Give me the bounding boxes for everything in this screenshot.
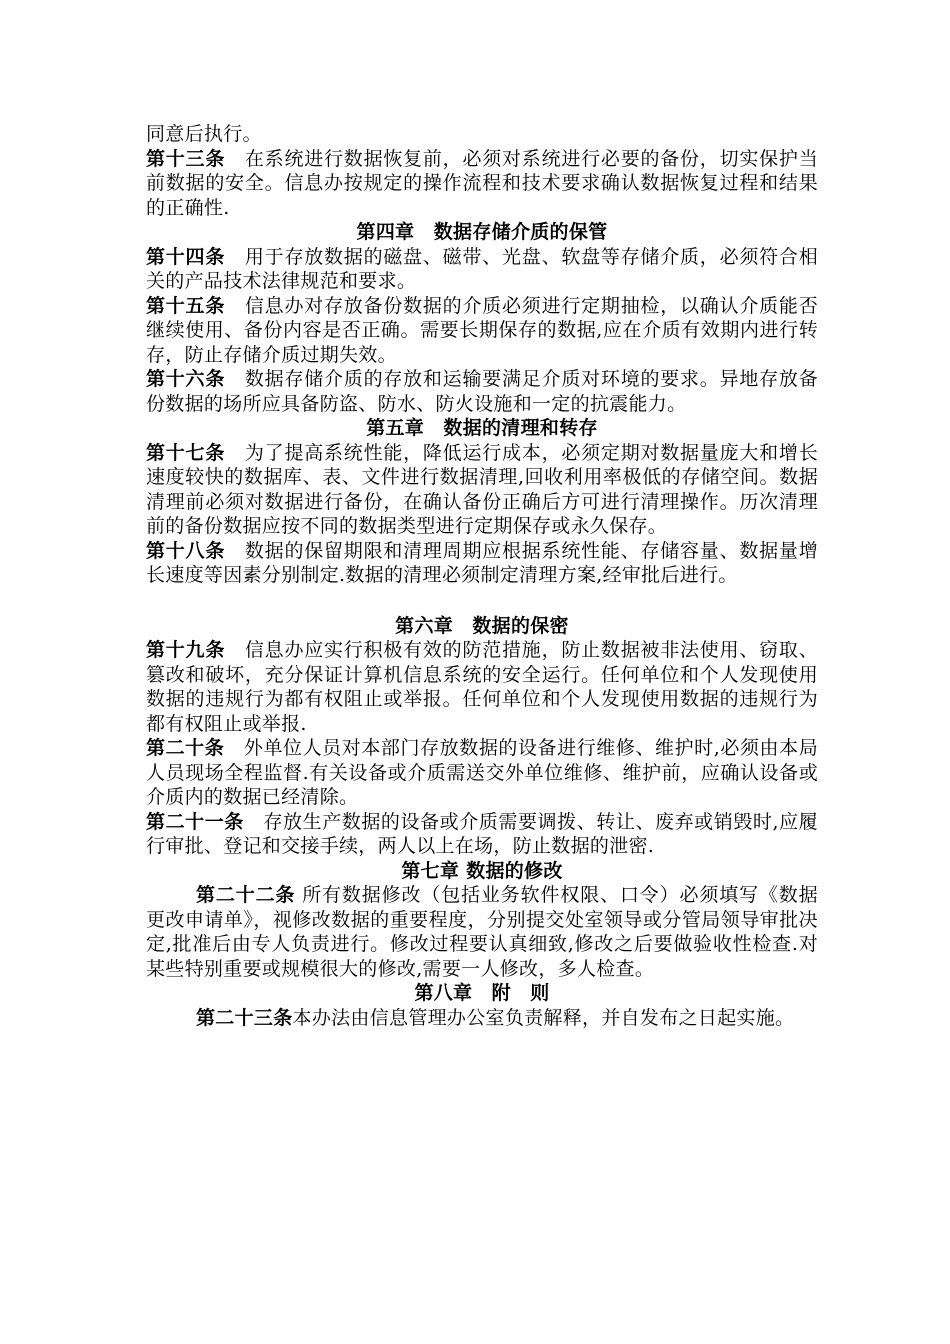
article-21 <box>146 810 818 859</box>
article-20 <box>146 736 818 810</box>
blank-line <box>146 588 818 614</box>
article-13 <box>146 147 818 221</box>
article-text: 本办法由信息管理办公室负责解释，并自发布之日起实施。 <box>292 1006 795 1029</box>
article-17 <box>146 441 818 539</box>
article-text: 信息办对存放备份数据的介质必须进行定期抽检，以确认介质能否继续使用、备份内容是否正确。需要长期保存的数据,应在介质有效期内进行转存，防止存储介质过期失效。 <box>146 294 818 366</box>
chapter-7-heading: 第七章 数据的修改 <box>401 859 563 882</box>
article-number: 第十七条 <box>146 441 226 464</box>
article-text: 用于存放数据的磁盘、磁带、光盘、软盘等存储介质，必须符合相关的产品技术法律规范和要求。 <box>146 245 818 292</box>
article-number: 第二十条 <box>146 737 225 759</box>
article-text: 为了提高系统性能，降低运行成本，必须定期对数据量庞大和增长速度较快的数据库、表、文件进行数据清理,回收利用率极低的存储空间。数据清理前必须对数据进行备份，在确认备份正确后方可进行清理操作。历次清理前的备份数据应按不同的数据类型进行定期保存或永久保存。 <box>146 441 818 537</box>
article-15 <box>146 294 818 368</box>
chapter-4-heading: 第四章 数据存储介质的保管 <box>356 221 608 243</box>
article-14 <box>146 245 818 294</box>
chapter-6-heading: 第六章 数据的保密 <box>395 614 569 637</box>
article-text: 存放生产数据的设备或介质需要调拨、转让、废弃或销毁时,应履行审批、登记和交接手续，两人以上在场，防止数据的泄密. <box>146 810 818 857</box>
article-text: 所有数据修改（包括业务软件权限、口令）必须填写《数据更改申请单》，视修改数据的重要程度，分别提交处室领导或分管局领导审批决定,批准后由专人负责进行。修改过程要认真细致,修改之后要做验收性检查.对某些特别重要或规模很大的修改,需要一人修改，多人检查。 <box>146 884 818 980</box>
article-text: 数据的保留期限和清理周期应根据系统性能、存储容量、数据量增长速度等因素分别制定.数据的清理必须制定清理方案,经审批后进行。 <box>146 539 818 586</box>
article-number: 第十三条 <box>146 147 226 170</box>
article-number: 第二十二条 <box>196 884 296 906</box>
article-text: 信息办应实行积极有效的防范措施，防止数据被非法使用、窃取、篡改和破坏，充分保证计算机信息系统的安全运行。任何单位和个人发现使用数据的违规行为都有权阻止或举报。任何单位和个人发现使用数据的违规行为都有权阻止或举报. <box>146 639 818 735</box>
article-text: 数据存储介质的存放和运输要满足介质对环境的要求。异地存放备份数据的场所应具备防盗、防水、防火设施和一定的抗震能力。 <box>146 368 818 415</box>
article-number: 第十九条 <box>146 639 226 661</box>
article-22 <box>146 883 818 981</box>
article-number: 第二十一条 <box>146 810 244 833</box>
article-18 <box>146 539 818 588</box>
article-19 <box>146 638 818 736</box>
article-number: 第十六条 <box>146 368 226 390</box>
article-text: 外单位人员对本部门存放数据的设备进行维修、维护时,必须由本局人员现场全程监督.有关设备或介质需送交外单位维修、维护前，应确认设备或介质内的数据已经清除。 <box>146 737 818 808</box>
article-16 <box>146 367 818 416</box>
article-text: 在系统进行数据恢复前，必须对系统进行必要的备份，切实保护当前数据的安全。信息办按规定的操作流程和技术要求确认数据恢复过程和结果的正确性. <box>146 147 818 219</box>
article-23 <box>146 1006 818 1031</box>
article-number: 第十五条 <box>146 294 226 317</box>
article-number: 第十四条 <box>146 245 226 268</box>
paragraph-continuation: 同意后执行。 <box>146 123 262 145</box>
article-number: 第十八条 <box>146 539 226 562</box>
chapter-8-heading: 第八章 附 则 <box>414 982 550 1004</box>
chapter-5-heading: 第五章 数据的清理和转存 <box>366 417 598 439</box>
document-page <box>146 122 818 1030</box>
article-number: 第二十三条 <box>196 1006 293 1029</box>
